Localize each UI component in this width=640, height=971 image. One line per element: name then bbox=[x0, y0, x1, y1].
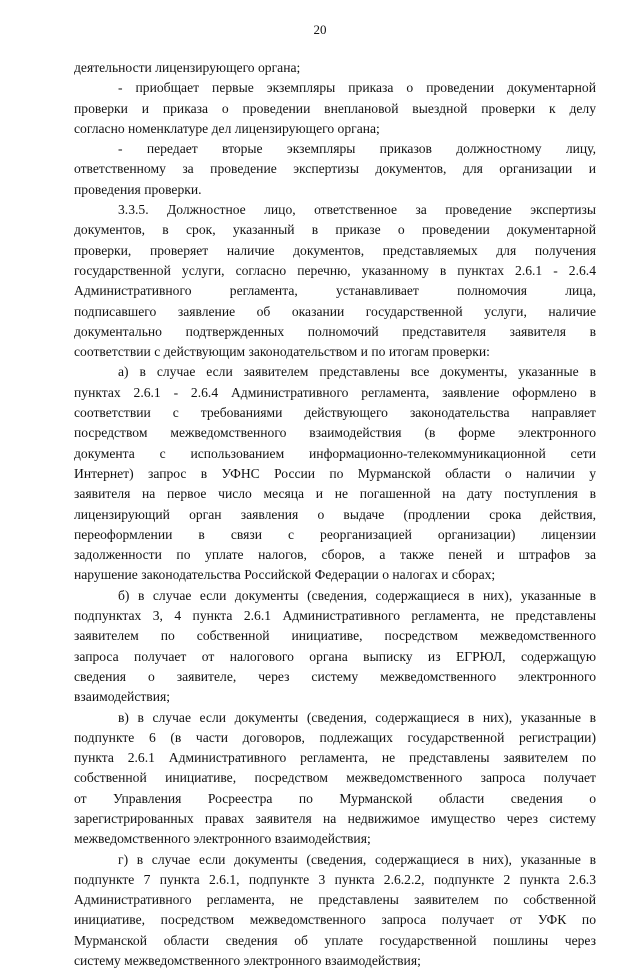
text-line: задолженности по уплате налогов, сборов, а также пеней и штрафов за bbox=[74, 547, 596, 563]
text-line: систему межведомственного электронного взаимодействия; bbox=[74, 953, 421, 969]
continuation-paragraph bbox=[74, 58, 596, 78]
text-line: документально подтвержденных полномочий представителя заявителя в bbox=[74, 323, 596, 339]
text-line: соответствии с действующим законодательством и по итогам проверки: bbox=[74, 344, 490, 360]
text-line: от Управления Росреестра по Мурманской области сведения о bbox=[74, 790, 596, 806]
text-line: пунктах 2.6.1 - 2.6.4 Административного регламента, заявление оформлено в bbox=[74, 384, 596, 400]
text-line: посредством межведомственного взаимодействия (в форме электронного bbox=[74, 425, 596, 441]
text-line: Административного регламента, не представлены заявителем по собственной bbox=[74, 892, 596, 908]
text-line: документов, в срок, указанный в приказе о проведении документарной bbox=[74, 222, 596, 238]
text-line: подпункте 7 пункта 2.6.1, подпункте 3 пункта 2.6.2.2, подпункте 2 пункта 2.6.3 bbox=[74, 871, 596, 887]
text-line: запроса получает от налогового органа выписку из ЕГРЮЛ, содержащую bbox=[74, 648, 596, 664]
text-line: заявителя на первое число месяца и не погашенной на дату поступления в bbox=[74, 486, 596, 502]
text-line: деятельности лицензирующего органа; bbox=[74, 60, 301, 75]
bullet-second-copies bbox=[74, 139, 596, 200]
text-line: переоформлении в связи с реорганизацией организации) лицензии bbox=[74, 526, 596, 542]
text-line: заявителем по собственной инициативе, посредством межведомственного bbox=[74, 628, 596, 644]
text-line: в) в случае если документы (сведения, содержащиеся в них), указанные в bbox=[118, 709, 596, 725]
text-line: ответственному за проведение экспертизы документов, для организации и bbox=[74, 161, 596, 177]
text-line: подпункте 6 (в части договоров, подлежащих государственной регистрации) bbox=[74, 729, 596, 745]
clause-3-3-5 bbox=[74, 200, 596, 362]
text-line: проверки и приказа о проведении внеплановой выездной проверки к делу bbox=[74, 100, 596, 116]
text-line: документа с использованием информационно-телекоммуникационной сети bbox=[74, 445, 596, 461]
text-line: подписавшего заявление об оказании государственной услуги, наличие bbox=[74, 303, 596, 319]
text-line: - приобщает первые экземпляры приказа о проведении документарной bbox=[118, 80, 596, 96]
text-line: взаимодействия; bbox=[74, 689, 171, 705]
text-line: - передает вторые экземпляры приказов должностному лицу, bbox=[118, 141, 596, 157]
text-line: проверки, проверяет наличие документов, представляемых для получения bbox=[74, 242, 596, 258]
item-v bbox=[74, 708, 596, 850]
bullet-first-copies bbox=[74, 78, 596, 139]
item-g bbox=[74, 850, 596, 971]
document-body bbox=[74, 58, 596, 971]
text-line: Мурманской области сведения об уплате государственной пошлины через bbox=[74, 932, 596, 948]
text-line: согласно номенклатуре дел лицензирующего органа; bbox=[74, 120, 380, 136]
text-line: нарушение законодательства Российской Федерации о налогах и сборах; bbox=[74, 567, 496, 583]
text-line: б) в случае если документы (сведения, содержащиеся в них), указанные в bbox=[118, 587, 596, 603]
text-line: пункта 2.6.1 Административного регламента, не представлены заявителем по bbox=[74, 750, 596, 766]
text-line: подпунктах 3, 4 пункта 2.6.1 Административного регламента, не представлены bbox=[74, 608, 596, 624]
text-line: собственной инициативе, посредством межведомственного запроса получает bbox=[74, 770, 596, 786]
text-line: Интернет) запрос в УФНС России по Мурманской области о наличии у bbox=[74, 465, 596, 481]
text-line: зарегистрированных правах заявителя на недвижимое имущество через систему bbox=[74, 810, 596, 826]
text-line: лицензирующий орган заявления о выдаче (продлении срока действия, bbox=[74, 506, 596, 522]
item-b bbox=[74, 586, 596, 708]
text-line: межведомственного электронного взаимодействия; bbox=[74, 831, 371, 847]
text-line: 3.3.5. Должностное лицо, ответственное за проведение экспертизы bbox=[118, 202, 596, 218]
text-line: инициативе, посредством межведомственного запроса получает от УФК по bbox=[74, 912, 596, 928]
text-line: проведения проверки. bbox=[74, 181, 202, 197]
text-line: сведения о заявителе, через систему межведомственного электронного bbox=[74, 668, 596, 684]
text-line: а) в случае если заявителем представлены все документы, указанные в bbox=[118, 364, 596, 380]
text-line: Административного регламента, устанавливает полномочия лица, bbox=[74, 283, 596, 299]
page-number: 20 bbox=[313, 22, 327, 37]
text-line: соответствии с требованиями действующего законодательства направляет bbox=[74, 405, 596, 421]
text-line: государственной услуги, согласно перечню, указанному в пунктах 2.6.1 - 2.6.4 bbox=[74, 262, 596, 278]
text-line: г) в случае если документы (сведения, содержащиеся в них), указанные в bbox=[118, 851, 596, 867]
item-a bbox=[74, 362, 596, 585]
